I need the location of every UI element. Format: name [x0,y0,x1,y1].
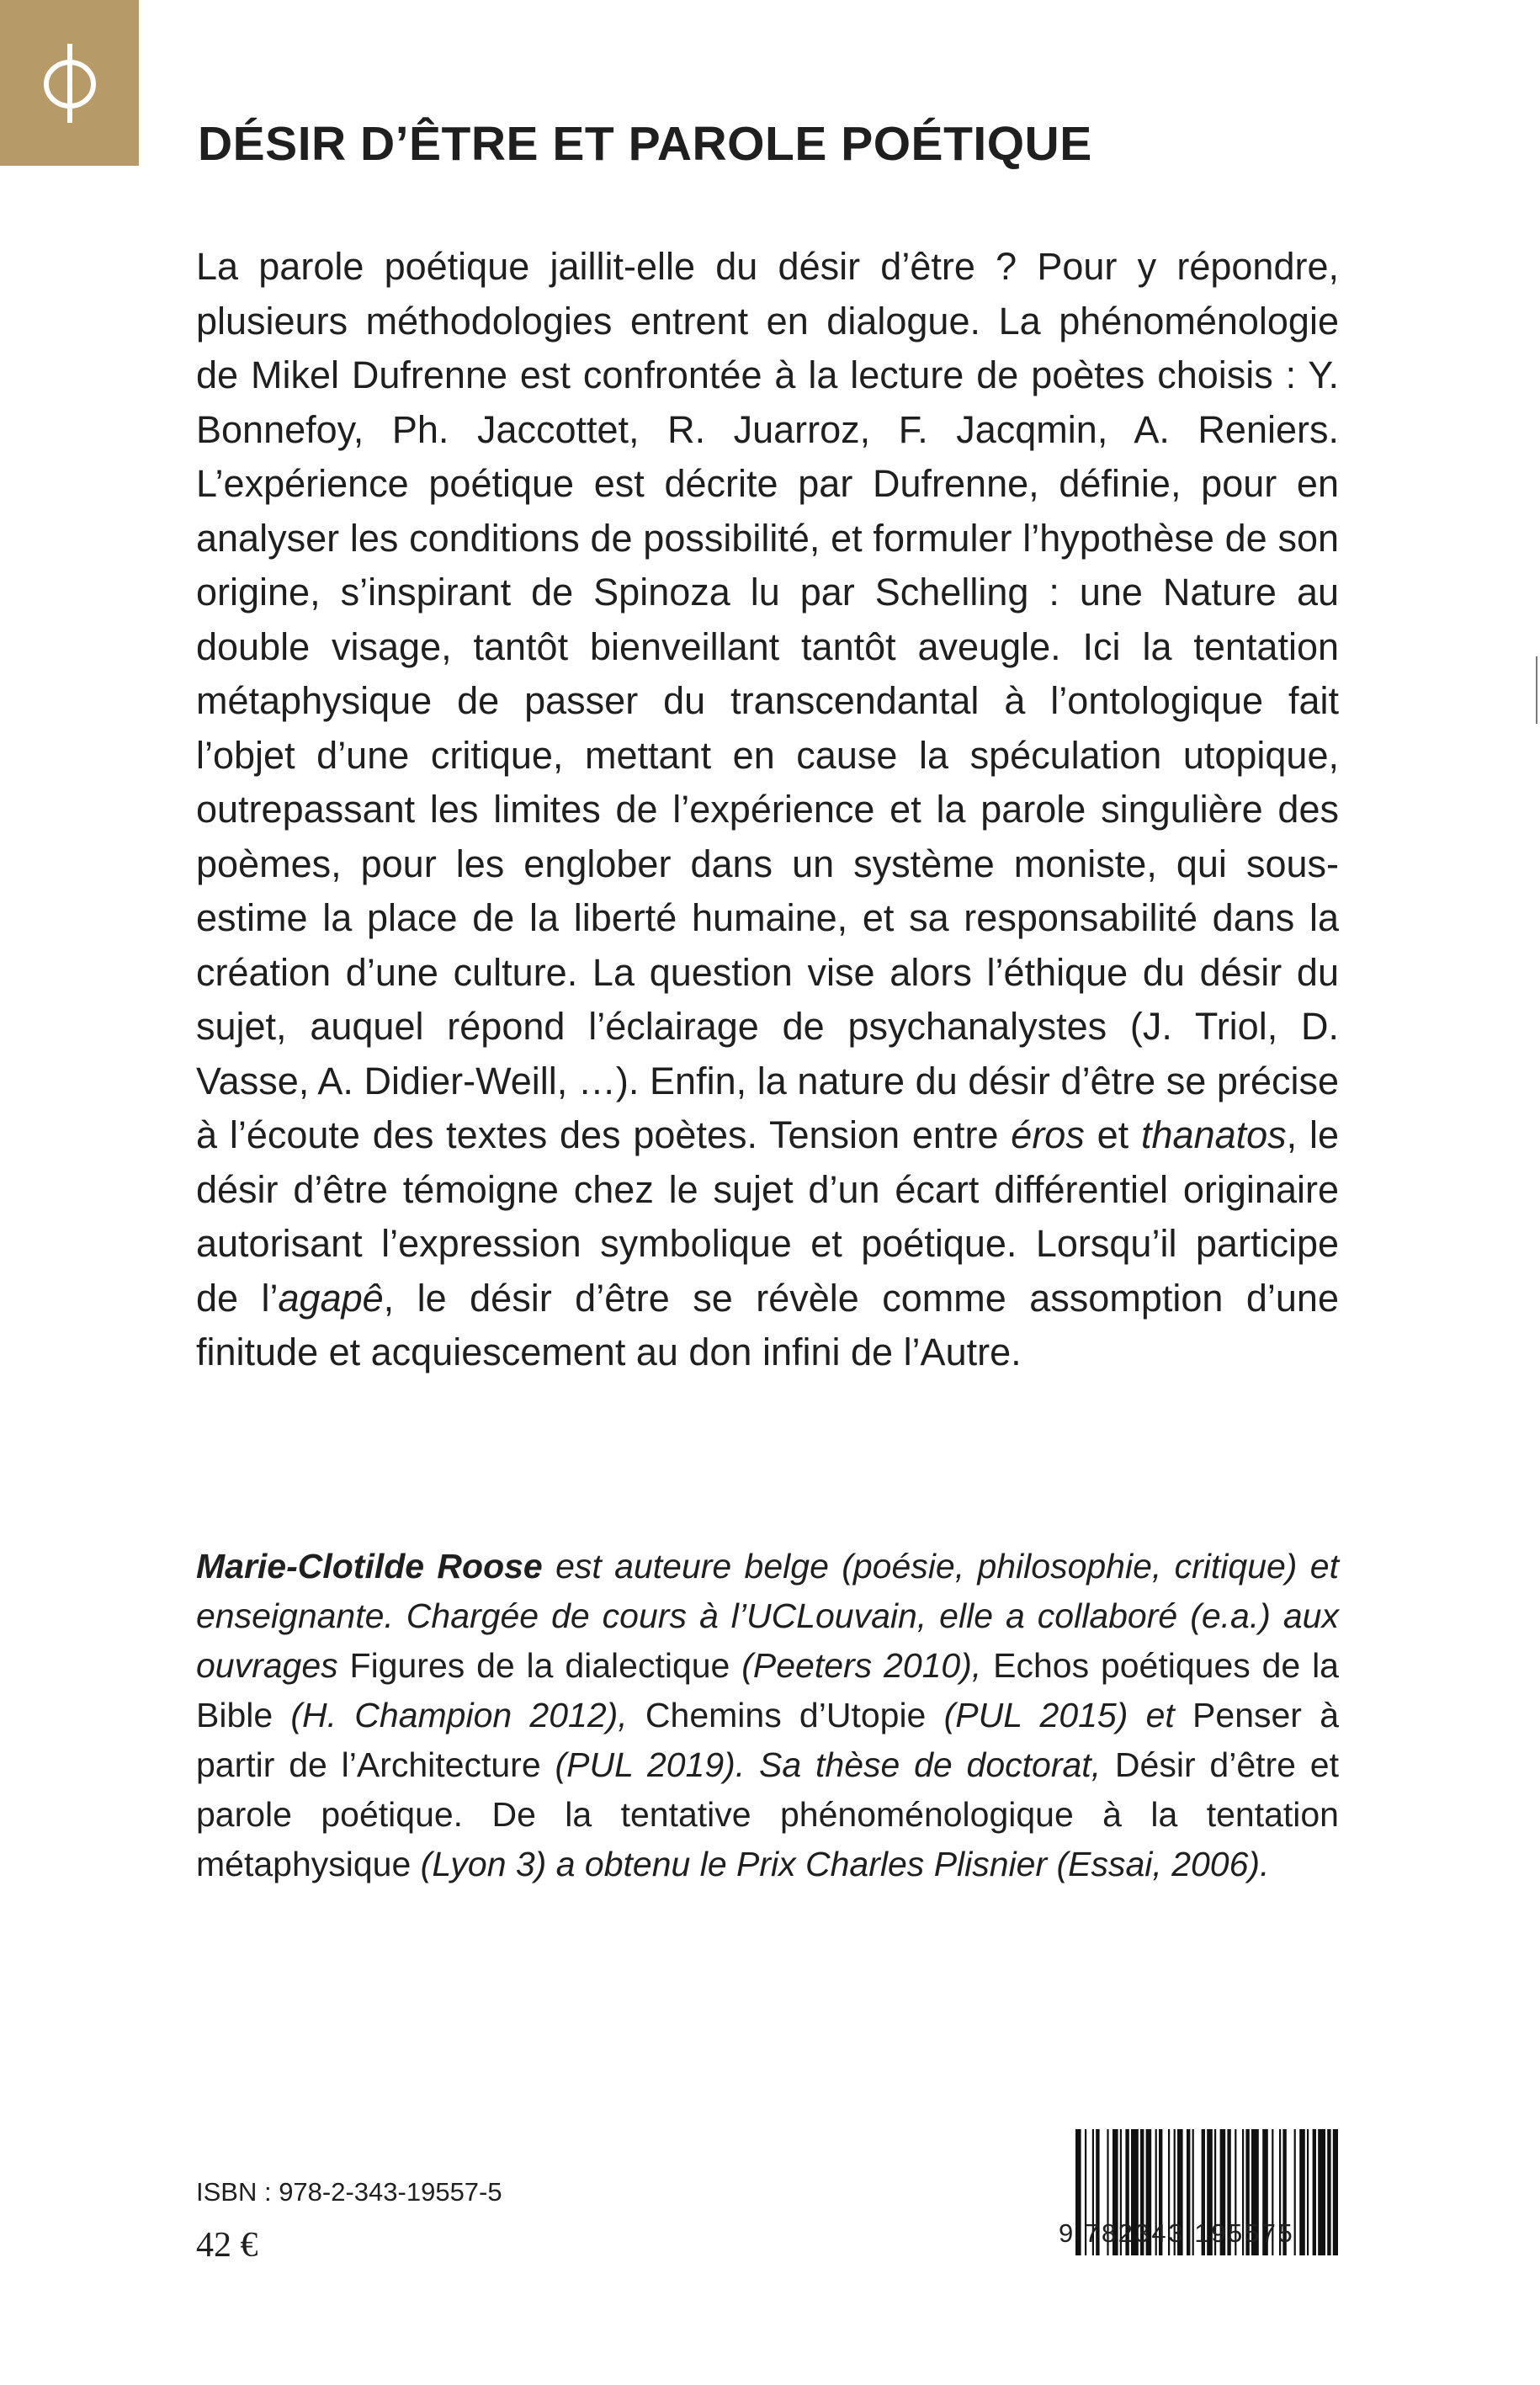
bio-book-4: Penser à partir de l’Architecture [196,1696,1339,1784]
barcode-digits: 9 782343 195575 [1059,2218,1295,2248]
bio-book-3: Chemins d’Utopie [645,1696,927,1734]
phi-icon [36,37,104,130]
isbn: ISBN : 978-2-343-19557-5 [196,2177,502,2207]
bio-text-2: (Peeters 2010), [730,1646,994,1685]
summary-text-2: et [1084,1113,1142,1156]
barcode-icon [1070,2129,1338,2297]
bio-book-1: Figures de la dialectique [349,1646,730,1685]
bio-text-5: (PUL 2019). Sa thèse de doctorat, [540,1745,1115,1784]
publisher-logo [0,0,139,166]
edge-mark [1536,656,1537,724]
author-name: Marie-Clotilde Roose [196,1547,543,1586]
summary-eros: éros [1011,1113,1085,1156]
author-bio [196,1542,1339,1889]
bio-text-3: (H. Champion 2012), [273,1696,645,1734]
bio-book-2: Echos poétiques de la Bible [196,1646,1339,1734]
summary-text-1: La parole poétique jaillit-elle du désir d’être ? Pour y répondre, plusieurs méthodologies entrent en dialogue. La phénoménologie de Mikel Dufrenne est confrontée à la lecture de poètes choisis : Y. Bonnefoy, Ph. Jaccottet, R. Juarroz, F. Jacqmin, A. Reniers. L’expérience poétique est décrite par Dufrenne, définie, pour en analyser les conditions de possibilité, et formuler l’hypothèse de son origine, s’inspirant de Spinoza lu par Schelling : une Nature au double visage, tantôt bienveillant tantôt aveugle. Ici la tentation métaphysique de passer du transcendantal à l’ontologique fait l’objet d’une critique, mettant en cause la spéculation utopique, outrepassant les limites de l’expérience et la parole singulière des poèmes, pour les englober dans un système moniste, qui sous-estime la place de la liberté humaine, et sa responsabilité dans la création d’une culture. La question vise alors l’éthique du désir du sujet, auquel répond l’éclairage de psychanalystes (J. Triol, D. Vasse, A. Didier-Weill, …). Enfin, la nature du désir d’être se précise à l’écoute des textes des poètes. Tension entre [196,245,1339,1156]
bio-text-4: (PUL 2015) et [926,1696,1193,1734]
summary-text-3: , le désir d’être témoigne chez le sujet d’un écart différentiel originaire autorisant l’expression symbolique et poétique. Lorsqu’il participe de l’ [196,1113,1339,1320]
price: 42 € [196,2226,258,2265]
summary-text-4: , le désir d’être se révèle comme assomption d’une finitude et acquiescement au don infini de l’Autre. [196,1276,1339,1373]
book-title: DÉSIR D’ÊTRE ET PAROLE POÉTIQUE [198,117,1092,171]
bio-text-6: (Lyon 3) a obtenu le Prix Charles Plisnier (Essai, 2006). [411,1845,1270,1883]
barcode [1070,2129,1338,2297]
summary-paragraph [196,240,1339,1380]
summary-agape: agapê [278,1276,384,1320]
summary-thanatos: thanatos [1141,1113,1287,1156]
bio-text-1: est auteure belge (poésie, philosophie, critique) et enseignante. Chargée de cours à l’UCLouvain, elle a collaboré (e.a.) aux ouvrages [196,1547,1339,1685]
bio-book-5: Désir d’être et parole poétique. De la tentative phénoménologique à la tentation métaphysique [196,1745,1339,1883]
